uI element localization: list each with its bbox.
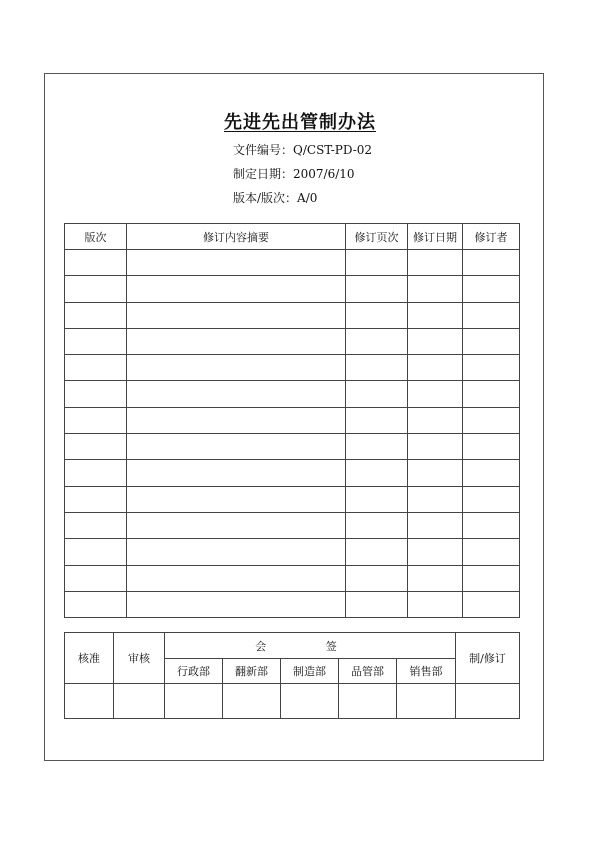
table-cell[interactable]: [463, 302, 520, 328]
table-cell[interactable]: [65, 460, 127, 486]
table-row: [65, 512, 520, 538]
table-cell[interactable]: [65, 512, 127, 538]
table-cell[interactable]: [408, 407, 463, 433]
table-cell[interactable]: [65, 328, 127, 354]
table-cell[interactable]: [408, 591, 463, 617]
table-cell[interactable]: [463, 591, 520, 617]
table-cell[interactable]: [65, 486, 127, 512]
table-cell[interactable]: [346, 486, 408, 512]
table-cell[interactable]: [408, 434, 463, 460]
table-cell[interactable]: [65, 381, 127, 407]
dept-quality: 品管部: [339, 659, 397, 684]
table-cell[interactable]: [346, 276, 408, 302]
table-cell[interactable]: [65, 355, 127, 381]
table-cell[interactable]: [346, 250, 408, 276]
countersign-label: 会 签: [165, 633, 456, 659]
table-cell[interactable]: [408, 486, 463, 512]
dept-admin: 行政部: [165, 659, 223, 684]
signature-table: [64, 632, 520, 719]
dept-manufacturing: 制造部: [281, 659, 339, 684]
table-cell[interactable]: [127, 486, 346, 512]
table-cell[interactable]: [463, 381, 520, 407]
table-cell[interactable]: [127, 381, 346, 407]
table-cell[interactable]: [408, 539, 463, 565]
table-cell[interactable]: [127, 591, 346, 617]
sales-signature-cell[interactable]: [397, 684, 456, 719]
approve-signature-cell[interactable]: [65, 684, 114, 719]
table-cell[interactable]: [346, 381, 408, 407]
dept-refurbish: 翻新部: [223, 659, 281, 684]
review-signature-cell[interactable]: [114, 684, 165, 719]
table-cell[interactable]: [463, 355, 520, 381]
table-row: [65, 355, 520, 381]
revision-table: [64, 223, 520, 618]
table-cell[interactable]: [463, 539, 520, 565]
table-cell[interactable]: [463, 434, 520, 460]
table-row: [65, 250, 520, 276]
table-cell[interactable]: [463, 328, 520, 354]
table-cell[interactable]: [346, 460, 408, 486]
table-cell[interactable]: [408, 328, 463, 354]
table-row: [65, 565, 520, 591]
table-row: [65, 381, 520, 407]
table-cell[interactable]: [408, 460, 463, 486]
review-label: 审核: [114, 633, 165, 684]
table-cell[interactable]: [346, 328, 408, 354]
table-cell[interactable]: [463, 460, 520, 486]
table-cell[interactable]: [408, 302, 463, 328]
table-row: [65, 434, 520, 460]
table-cell[interactable]: [127, 434, 346, 460]
table-cell[interactable]: [408, 381, 463, 407]
col-header-version: 版次: [65, 224, 127, 250]
table-cell[interactable]: [127, 539, 346, 565]
table-cell[interactable]: [65, 407, 127, 433]
table-cell[interactable]: [127, 460, 346, 486]
prepare-signature-cell[interactable]: [456, 684, 520, 719]
table-cell[interactable]: [346, 407, 408, 433]
table-cell[interactable]: [127, 407, 346, 433]
table-cell[interactable]: [65, 302, 127, 328]
col-header-reviser: 修订者: [463, 224, 520, 250]
table-cell[interactable]: [65, 434, 127, 460]
col-header-summary: 修订内容摘要: [127, 224, 346, 250]
manufacturing-signature-cell[interactable]: [281, 684, 339, 719]
table-row: [65, 328, 520, 354]
table-cell[interactable]: [127, 512, 346, 538]
table-cell[interactable]: [408, 512, 463, 538]
document-title: 先进先出管制办法: [224, 112, 376, 133]
table-cell[interactable]: [127, 250, 346, 276]
refurbish-signature-cell[interactable]: [223, 684, 281, 719]
col-header-pages: 修订页次: [346, 224, 408, 250]
table-cell[interactable]: [127, 355, 346, 381]
table-cell[interactable]: [463, 486, 520, 512]
table-row: [65, 276, 520, 302]
table-cell[interactable]: [65, 565, 127, 591]
table-cell[interactable]: [346, 302, 408, 328]
revision-header-row: [65, 224, 520, 250]
table-cell[interactable]: [65, 250, 127, 276]
admin-signature-cell[interactable]: [165, 684, 223, 719]
table-cell[interactable]: [127, 276, 346, 302]
table-cell[interactable]: [346, 355, 408, 381]
table-cell[interactable]: [463, 512, 520, 538]
table-cell[interactable]: [408, 565, 463, 591]
table-cell[interactable]: [463, 250, 520, 276]
table-cell[interactable]: [346, 434, 408, 460]
col-header-date: 修订日期: [408, 224, 463, 250]
doc-version: 版本/版次：A/0: [233, 191, 318, 205]
table-row: [65, 460, 520, 486]
doc-number: 文件编号：Q/CST-PD-02: [233, 143, 373, 157]
table-cell[interactable]: [127, 302, 346, 328]
table-row: [65, 486, 520, 512]
quality-signature-cell[interactable]: [339, 684, 397, 719]
table-cell[interactable]: [463, 276, 520, 302]
table-row: [65, 407, 520, 433]
table-cell[interactable]: [346, 539, 408, 565]
table-row: [65, 302, 520, 328]
dept-sales: 销售部: [397, 659, 456, 684]
signature-header-row: [65, 633, 520, 659]
table-cell[interactable]: [408, 276, 463, 302]
table-cell[interactable]: [408, 355, 463, 381]
table-cell[interactable]: [463, 407, 520, 433]
revision-rows: [65, 250, 520, 618]
table-cell[interactable]: [127, 328, 346, 354]
table-cell[interactable]: [127, 565, 346, 591]
prepare-label: 制/修订: [456, 633, 520, 684]
signature-blank-row: [65, 684, 520, 719]
table-cell[interactable]: [65, 276, 127, 302]
table-cell[interactable]: [65, 539, 127, 565]
approve-label: 核准: [65, 633, 114, 684]
table-cell[interactable]: [408, 250, 463, 276]
table-cell[interactable]: [346, 512, 408, 538]
table-cell[interactable]: [463, 565, 520, 591]
doc-date: 制定日期：2007/6/10: [233, 167, 355, 181]
table-row: [65, 539, 520, 565]
table-cell[interactable]: [346, 565, 408, 591]
table-cell[interactable]: [346, 591, 408, 617]
table-row: [65, 591, 520, 617]
table-cell[interactable]: [65, 591, 127, 617]
